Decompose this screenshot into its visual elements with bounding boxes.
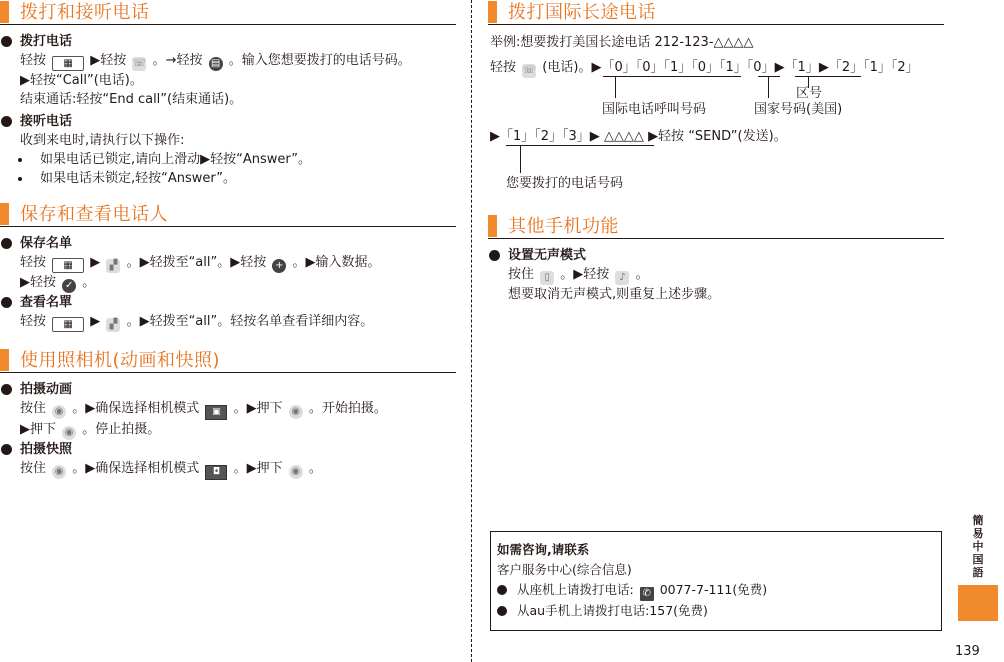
text: (电话)。▶「0」「0」「1」「0」「1」「0」▶「1」▶「2」「1」「2」 xyxy=(542,60,919,75)
text: 。▶轻拨至“all”。轻按名单查看详细内容。 xyxy=(126,314,374,329)
list-item xyxy=(508,246,944,265)
text-line: 收到来电时,请执行以下操作: xyxy=(20,133,185,148)
section-title: 使用照相机(动画和快照) xyxy=(20,349,221,371)
heading-bar xyxy=(0,349,9,371)
silent-icon: ♪ xyxy=(615,271,629,285)
heading-bar xyxy=(0,203,9,225)
section-title: 保存和查看电话人 xyxy=(20,203,168,225)
text: ▶押下 xyxy=(20,422,56,437)
section-title: 其他手机功能 xyxy=(508,215,619,237)
text: 。停止拍摄。 xyxy=(82,422,161,437)
phone-icon: ☏ xyxy=(522,65,536,76)
text: 按住 xyxy=(508,267,535,282)
label-intl-code: 国际电话呼叫号码 xyxy=(602,102,707,117)
left-column xyxy=(0,0,456,480)
text: 。▶押下 xyxy=(233,461,283,476)
dial-sequence-line-2: ▶「1」「2」「3」▶ △△△△ ▶轻按 “SEND”(发送)。 xyxy=(490,129,787,144)
bracket-line xyxy=(506,145,654,146)
text-line: 想要取消无声模式,则重复上述步骤。 xyxy=(508,287,721,302)
text-line xyxy=(20,420,456,440)
camera-key-icon: ◉ xyxy=(52,465,66,479)
free-dial-icon: ✆ xyxy=(640,587,654,601)
text: 。开始拍摄。 xyxy=(308,401,387,416)
item-title: 拍摄快照 xyxy=(20,442,73,457)
text-line: ▶轻按“Call”(电话)。 xyxy=(20,73,143,88)
small-bullet-icon xyxy=(18,177,22,181)
side-tab xyxy=(960,514,996,621)
text: 如果电话已锁定,请向上滑动▶轻按“Answer”。 xyxy=(40,152,312,167)
text: 。▶轻按 xyxy=(560,267,610,282)
callout-line xyxy=(768,76,769,98)
text: 。 xyxy=(308,461,322,476)
bullet-icon xyxy=(1,444,12,455)
phone-icon: ☏ xyxy=(133,58,146,69)
bullet-icon xyxy=(1,238,12,249)
video-mode-icon: ▣ xyxy=(205,405,227,420)
column-divider xyxy=(471,0,472,662)
dialpad-icon: ▤ xyxy=(209,57,223,71)
bracket-line xyxy=(795,76,861,77)
text: ▶轻按 xyxy=(90,53,127,68)
list-item xyxy=(20,32,456,51)
text-line xyxy=(20,273,456,293)
text-line xyxy=(20,253,456,273)
label-country-code: 国家号码(美国) xyxy=(754,102,843,117)
item-title: 保存名单 xyxy=(20,236,73,251)
text-line xyxy=(508,265,944,285)
add-icon: + xyxy=(272,259,286,273)
box-item xyxy=(497,580,935,601)
camera-key-icon: ◉ xyxy=(52,405,66,419)
text: 如果电话未锁定,轻按“Answer”。 xyxy=(40,171,237,186)
list-item xyxy=(20,234,456,253)
camera-key-icon: ◉ xyxy=(289,405,303,419)
text-line xyxy=(20,312,456,332)
text: 轻按 xyxy=(20,314,47,329)
check-icon: ✓ xyxy=(62,279,76,293)
section-heading xyxy=(0,0,456,25)
heading-bar xyxy=(488,215,497,237)
text: 轻按 xyxy=(490,60,517,75)
list-item xyxy=(20,380,456,399)
heading-bar xyxy=(0,1,9,23)
bracket-line xyxy=(603,76,741,77)
small-bullet-icon xyxy=(18,158,22,162)
bullet-icon xyxy=(497,585,507,595)
list-item xyxy=(20,440,456,459)
text: 。 xyxy=(82,275,96,290)
text: 按住 xyxy=(20,401,47,416)
bullet-icon xyxy=(1,116,12,127)
section-title: 拨打和接听电话 xyxy=(20,1,150,23)
sub-item xyxy=(40,169,456,188)
example-line: 举例:想要拨打美国长途电话 212-123-△△△△ xyxy=(490,35,754,50)
text: ▶ xyxy=(90,255,101,270)
text: 。输入您想要拨打的电话号码。 xyxy=(228,53,411,68)
contacts-icon: ▞ xyxy=(106,318,120,332)
bullet-icon xyxy=(1,297,12,308)
photo-mode-icon: ◘ xyxy=(205,465,227,480)
camera-key-icon: ◉ xyxy=(62,426,76,440)
right-column xyxy=(488,0,944,78)
label-phone-number: 您要拨打的电话号码 xyxy=(506,176,624,191)
list-item xyxy=(20,112,456,131)
side-key-icon: ▯ xyxy=(540,271,554,285)
item-title: 查看名單 xyxy=(20,295,73,310)
text-line: 结束通话:轻按“End call”(结束通话)。 xyxy=(20,92,243,107)
list-item xyxy=(20,293,456,312)
text-line xyxy=(20,399,456,420)
text: 0077-7-111(免费) xyxy=(659,582,768,597)
box-subtitle: 客户服务中心(综合信息) xyxy=(497,562,632,577)
bullet-icon xyxy=(489,250,500,261)
item-title: 拨打电话 xyxy=(20,34,73,49)
callout-line xyxy=(520,145,521,173)
section-heading xyxy=(488,214,944,239)
item-title: 设置无声模式 xyxy=(508,248,587,263)
text: ▶轻按 xyxy=(20,275,56,290)
bullet-icon xyxy=(1,384,12,395)
menu-key-icon: ▦ xyxy=(52,56,84,71)
text: 。▶轻拨至“all”。▶轻按 xyxy=(126,255,267,270)
side-tab-marker xyxy=(958,585,998,621)
dial-sequence-line xyxy=(490,58,944,78)
heading-bar xyxy=(488,1,497,23)
section-heading xyxy=(0,202,456,227)
text: 。▶输入数据。 xyxy=(292,255,381,270)
section-heading xyxy=(488,0,944,25)
menu-key-icon: ▦ xyxy=(52,317,84,332)
text: 。▶押下 xyxy=(233,401,283,416)
page-number: 139 xyxy=(955,644,980,659)
text: 从座机上请拨打电话: xyxy=(517,582,634,597)
text: 轻按 xyxy=(20,255,47,270)
text: 按住 xyxy=(20,461,47,476)
bullet-icon xyxy=(497,606,507,616)
item-title: 拍摄动画 xyxy=(20,382,73,397)
item-title: 接听电话 xyxy=(20,114,73,129)
right-column-lower xyxy=(488,214,944,304)
callout-line xyxy=(615,76,616,98)
section-title: 拨打国际长途电话 xyxy=(508,1,656,23)
text-line xyxy=(20,51,456,71)
text-line xyxy=(20,459,456,480)
text: 轻按 xyxy=(20,53,47,68)
camera-key-icon: ◉ xyxy=(289,465,303,479)
sub-item xyxy=(40,150,456,169)
text: 。 xyxy=(635,267,649,282)
bracket-line xyxy=(758,76,780,77)
text: 。▶确保选择相机模式 xyxy=(72,401,200,416)
text: 。▶确保选择相机模式 xyxy=(72,461,200,476)
box-item xyxy=(497,601,935,621)
box-title: 如需咨询,请联系 xyxy=(497,542,590,557)
menu-key-icon: ▦ xyxy=(52,258,84,273)
contact-box xyxy=(490,531,942,631)
contacts-icon: ▞ xyxy=(106,259,120,273)
label-area-code: 区号 xyxy=(796,86,823,101)
bullet-icon xyxy=(1,36,12,47)
section-heading xyxy=(0,348,456,373)
side-tab-label: 簡易中国語 xyxy=(972,514,984,579)
text: ▶ xyxy=(90,314,101,329)
text: 。→轻按 xyxy=(152,53,203,68)
text: 从au手机上请拨打电话:157(免费) xyxy=(517,603,708,618)
